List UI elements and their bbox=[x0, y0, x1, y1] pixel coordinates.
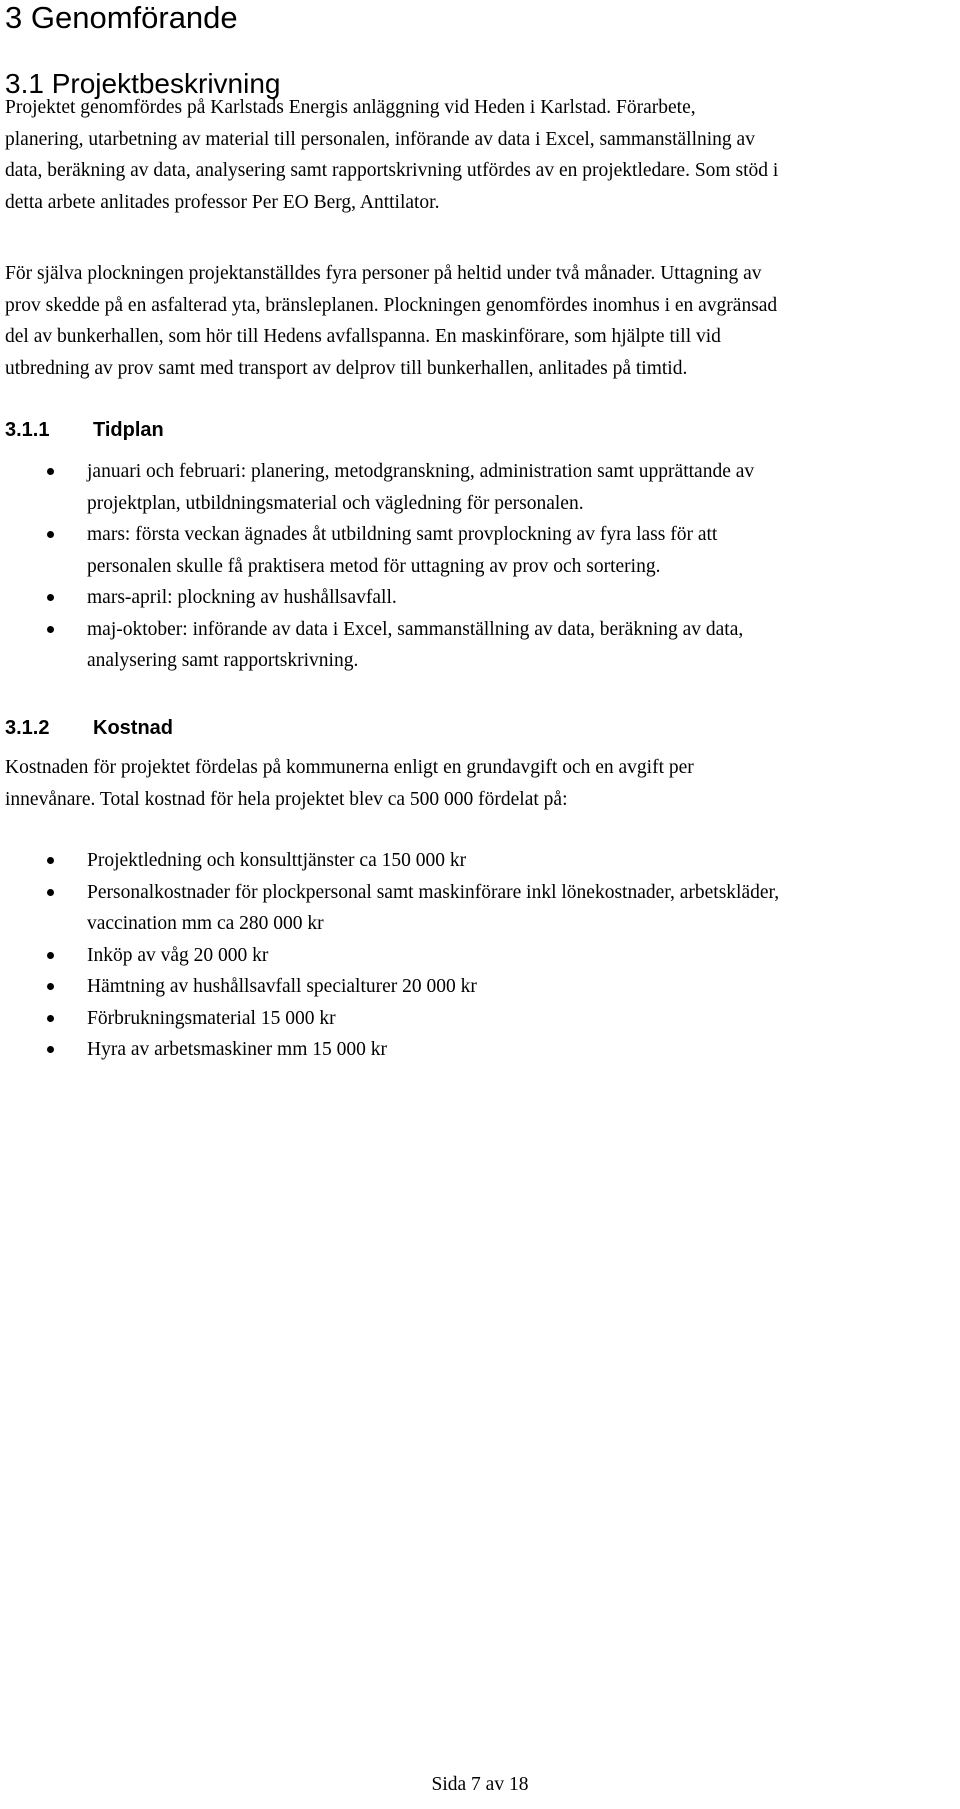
kostnad-list bbox=[5, 845, 957, 1066]
text-line: data, beräkning av data, analysering samt rapportskrivning utfördes av en projektledare. Som stöd i bbox=[5, 160, 779, 181]
subsection-title: Kostnad bbox=[93, 717, 173, 739]
paragraph-plockning bbox=[5, 258, 957, 384]
subsection-heading-kostnad bbox=[5, 714, 173, 742]
text-line: Projektledning och konsulttjänster ca 150 000 kr bbox=[87, 850, 467, 871]
text-line: innevånare. Total kostnad för hela projektet blev ca 500 000 fördelat på: bbox=[5, 788, 568, 810]
bullet-icon bbox=[47, 594, 54, 601]
text-line: del av bunkerhallen, som hör till Hedens avfallspanna. En maskinförare, som hjälpte till vid bbox=[5, 326, 721, 347]
text-line: mars-april: plockning av hushållsavfall. bbox=[87, 587, 397, 608]
list-item bbox=[5, 456, 957, 519]
chapter-heading: 3 Genomförande bbox=[5, 0, 238, 35]
tidplan-list bbox=[5, 456, 957, 677]
text-line: Projektet genomfördes på Karlstads Energis anläggning vid Heden i Karlstad. Förarbete, bbox=[5, 97, 696, 118]
list-item bbox=[5, 971, 957, 1003]
page-number: Sida 7 av 18 bbox=[431, 1774, 529, 1795]
subsection-number: 3.1.1 bbox=[5, 419, 50, 441]
paragraph-kostnad bbox=[5, 752, 957, 815]
bullet-icon bbox=[47, 889, 54, 896]
text-line: analysering samt rapportskrivning. bbox=[87, 650, 359, 671]
text-line: vaccination mm ca 280 000 kr bbox=[87, 913, 324, 934]
text-line: För själva plockningen projektanställdes fyra personer på heltid under två månader. Uttagning av bbox=[5, 263, 762, 284]
text-line: Kostnaden för projektet fördelas på kommunerna enligt en grundavgift och en avgift per bbox=[5, 757, 694, 778]
text-line: Personalkostnader för plockpersonal samt maskinförare inkl lönekostnader, arbetskläder, bbox=[87, 881, 780, 903]
text-line: Inköp av våg 20 000 kr bbox=[87, 944, 269, 966]
bullet-icon bbox=[47, 983, 54, 990]
text-line: personalen skulle få praktisera metod för uttagning av prov och sortering. bbox=[87, 555, 661, 577]
list-item bbox=[5, 1034, 957, 1066]
text-line: Hyra av arbetsmaskiner mm 15 000 kr bbox=[87, 1039, 388, 1060]
text-line: Hämtning av hushållsavfall specialturer 20 000 kr bbox=[87, 976, 477, 997]
text-line: projektplan, utbildningsmaterial och vägledning för personalen. bbox=[87, 492, 584, 514]
text-line: prov skedde på en asfalterad yta, bränsleplanen. Plockningen genomfördes inomhus i en avgränsad bbox=[5, 294, 778, 316]
bullet-icon bbox=[47, 857, 54, 864]
list-item bbox=[5, 519, 957, 582]
list-item bbox=[5, 582, 957, 614]
bullet-icon bbox=[47, 1015, 54, 1022]
list-item bbox=[5, 614, 957, 677]
text-line: utbredning av prov samt med transport av delprov till bunkerhallen, anlitades på timtid. bbox=[5, 357, 688, 379]
list-item bbox=[5, 1003, 957, 1035]
subsection-number: 3.1.2 bbox=[5, 717, 50, 739]
subsection-heading-tidplan bbox=[5, 416, 164, 444]
text-line: Förbrukningsmaterial 15 000 kr bbox=[87, 1007, 336, 1029]
paragraph-projektbeskrivning bbox=[5, 92, 957, 218]
list-item bbox=[5, 845, 957, 877]
bullet-icon bbox=[47, 626, 54, 633]
list-item bbox=[5, 877, 957, 940]
bullet-icon bbox=[47, 468, 54, 475]
text-line: mars: första veckan ägnades åt utbildning samt provplockning av fyra lass för att bbox=[87, 524, 718, 545]
text-line: maj-oktober: införande av data i Excel, sammanställning av data, beräkning av data, bbox=[87, 618, 744, 640]
bullet-icon bbox=[47, 952, 54, 959]
text-line: januari och februari: planering, metodgranskning, administration samt upprättande av bbox=[87, 461, 755, 482]
bullet-icon bbox=[47, 531, 54, 538]
text-line: planering, utarbetning av material till personalen, införande av data i Excel, sammanställning av bbox=[5, 128, 755, 150]
subsection-title: Tidplan bbox=[93, 419, 164, 441]
bullet-icon bbox=[47, 1046, 54, 1053]
text-line: detta arbete anlitades professor Per EO Berg, Anttilator. bbox=[5, 191, 440, 213]
list-item bbox=[5, 940, 957, 972]
section-heading-projektbeskrivning: 3.1 Projektbeskrivning bbox=[5, 68, 281, 99]
